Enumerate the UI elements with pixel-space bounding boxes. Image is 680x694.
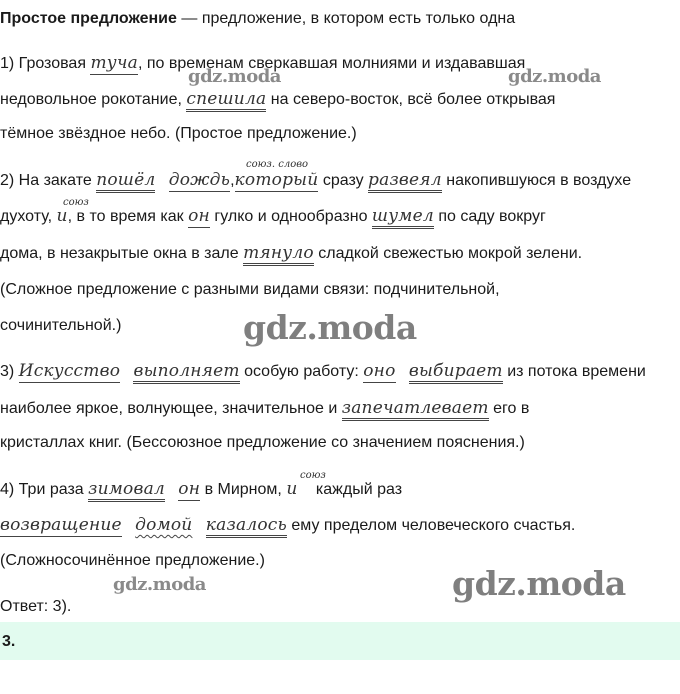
watermark-logo: gdz.moda xyxy=(188,66,281,87)
text-fragment: , xyxy=(230,172,235,189)
text-fragment: каждый раз xyxy=(311,481,403,498)
heading-definition: — предложение, в котором есть только одна xyxy=(176,10,516,27)
section-number: 3. xyxy=(2,633,16,650)
subject-word: он xyxy=(178,479,201,499)
item2-line1 xyxy=(0,170,631,190)
item2-line3 xyxy=(0,243,582,263)
item4-line3: (Сложносочинённое предложение.) xyxy=(0,552,265,569)
text-fragment: наиболее яркое, волнующее, значительное и xyxy=(0,400,342,417)
predicate-word: выполняет xyxy=(133,361,239,384)
heading-term: Простое предложение xyxy=(0,10,177,27)
subject-word: Искусство xyxy=(18,361,121,381)
text-fragment: в Мирном, xyxy=(200,481,287,498)
item4-line2 xyxy=(0,515,575,535)
conjunction-word: и xyxy=(286,479,298,499)
item1-line2 xyxy=(0,89,555,109)
text-fragment: особую работу: xyxy=(239,363,364,380)
predicate-word: шумел xyxy=(372,206,434,229)
watermark-logo: gdz.moda xyxy=(452,564,626,603)
item3-line1 xyxy=(0,361,646,381)
text-fragment: гулко и однообразно xyxy=(209,208,372,225)
predicate-word: казалось xyxy=(206,515,287,538)
predicate-word: пошёл xyxy=(96,170,155,193)
heading-line xyxy=(0,9,515,29)
item3-line2 xyxy=(0,398,529,418)
subject-word: оно xyxy=(363,361,396,381)
text-fragment: сразу xyxy=(318,172,369,189)
watermark-logo: gdz.moda xyxy=(243,308,417,347)
text-fragment: его в xyxy=(488,400,530,417)
text-fragment: сладкой свежестью мокрой зелени. xyxy=(313,245,583,262)
predicate-word: зимовал xyxy=(88,479,165,502)
answer-line: Ответ: 3). xyxy=(0,598,72,615)
text-fragment: духоту, xyxy=(0,208,57,225)
text-fragment: накопившуюся в воздухе xyxy=(441,172,632,189)
predicate-word: выбирает xyxy=(409,361,503,384)
predicate-word: спешила xyxy=(186,89,266,112)
conj-mark: союз xyxy=(300,470,326,481)
item2-line2 xyxy=(0,206,546,226)
subject-word: дождь xyxy=(168,170,231,190)
text-fragment: 4) Три раза xyxy=(0,481,89,498)
text-fragment: , в то время как xyxy=(67,208,189,225)
next-section-bar[interactable] xyxy=(0,622,680,660)
text-fragment: 3) xyxy=(0,363,19,380)
watermark-logo: gdz.moda xyxy=(508,66,601,87)
conj-mark: союз xyxy=(63,197,89,208)
item1-line3: тёмное звёздное небо. (Простое предложение.) xyxy=(0,125,357,142)
text-fragment: 1) Грозовая xyxy=(0,55,91,72)
watermark-logo: gdz.moda xyxy=(113,574,206,595)
predicate-word: тянуло xyxy=(243,243,314,266)
text-fragment: на северо-восток, всё более открывая xyxy=(266,91,556,108)
predicate-word: запечатлевает xyxy=(342,398,489,421)
subject-word: возвращение xyxy=(0,515,122,535)
item2-line4: (Сложное предложение с разными видами связи: подчинительной, xyxy=(0,281,500,298)
text-fragment: по саду вокруг xyxy=(433,208,546,225)
subject-word: туча xyxy=(90,53,138,73)
conjunction-word: и xyxy=(56,206,68,226)
predicate-word: развеял xyxy=(368,170,442,193)
text-fragment: ему пределом человеческого счастья. xyxy=(286,517,576,534)
adverbial-word: домой xyxy=(135,515,193,535)
subject-word: который xyxy=(234,170,319,190)
item4-line1 xyxy=(0,479,402,499)
text-fragment: 2) На закате xyxy=(0,172,97,189)
subject-word: он xyxy=(188,206,210,226)
text-fragment: , по временам сверкавшая молниями и издававшая xyxy=(137,55,526,72)
conj-word-mark: союз. слово xyxy=(246,159,309,170)
text-fragment: дома, в незакрытые окна в зале xyxy=(0,245,244,262)
text-fragment: недовольное рокотание, xyxy=(0,91,187,108)
item2-line5: сочинительной.) xyxy=(0,317,122,334)
item3-line3: кристаллах книг. (Бессоюзное предложение со значением пояснения.) xyxy=(0,434,525,451)
text-fragment: из потока времени xyxy=(502,363,646,380)
